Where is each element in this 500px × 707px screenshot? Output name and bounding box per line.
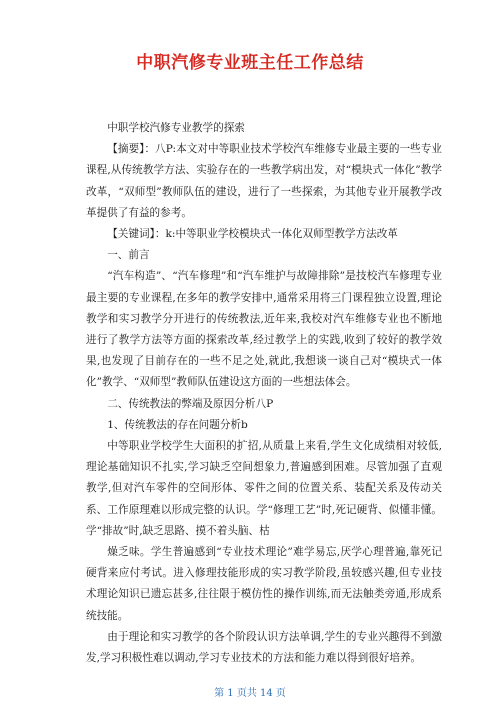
paragraph-subtitle: 中职学校汽修专业教学的探索: [107, 122, 245, 134]
paragraph-students: 中等职业学校学生大面积的扩招,从质量上来看,学生文化成绩相对较低,理论基础知识不扎实,学习缺乏空间想象力,普遍感到困难。尽管加强了直观教学,但对汽车零件的空间形体、零件之间的位置关系、装配关系及传动关系、工作原理难以形成完整的认识。学“修理工艺”时,死记硬背、似懂非懂。学“排故”时,缺乏思路、摸不着头脑、枯: [86, 440, 442, 537]
document-title: 中职汽修专业班主任工作总结: [136, 53, 364, 73]
document-body: [86, 118, 442, 669]
paragraph-abstract: 【摘要】：八P:本文对中等职业技术学校汽车维修专业最主要的一些专业课程,从传统教学方法、实验存在的一些教学病出发，对“模块式一体化”教学改革，“双师型”教师队伍的建设，进行了一些探索，为其他专业开展教学改革提供了有益的参考。: [86, 143, 442, 219]
paragraph-keywords: 【关键词】：k:中等职业学校模块式一体化双师型教学方法改革: [107, 228, 398, 241]
page-footer: 第 1 页共 14 页: [214, 688, 286, 699]
subsection-heading-problems: 1、传统教法的存在问题分析b: [107, 418, 248, 431]
paragraph-students-cont: 燥乏味。学生普遍感到“专业技术理论”难学易忘,厌学心理普遍,靠死记硬背来应付考试。进入修理技能形成的实习教学阶段,虽较感兴趣,但专业技术理论知识已遗忘甚多,往往限于模仿性的操作训练,而无法触类旁通,形成系统技能。: [86, 546, 442, 622]
section-heading-analysis: 二、传统教法的弊端及原因分析八P: [107, 397, 274, 410]
paragraph-methods: 由于理论和实习教学的各个阶段认识方法单调,学生的专业兴趣得不到激发,学习积极性难以调动,学习专业技术的方法和能力难以得到很好培养。: [86, 630, 442, 665]
paragraph-preface: “汽车构造”、“汽车修理”和“汽车维护与故障排除”是技校汽车修理专业最主要的专业课程,在多年的教学安排中,通常采用将三门课程独立设置,理论教学和实习教学分开进行的传统教法,近年来,我校对汽车维修专业也不断地进行了教学方法等方面的探索改革,经过教学上的实践,收到了较好的教学效果,也发现了目前存在的一些不足之处,就此,我想谈一谈自己对“模块式一体化”教学、“双师型”教师队伍建设这方面的一些想法体会。: [86, 270, 442, 389]
section-heading-preface: 一、前言: [107, 249, 150, 262]
